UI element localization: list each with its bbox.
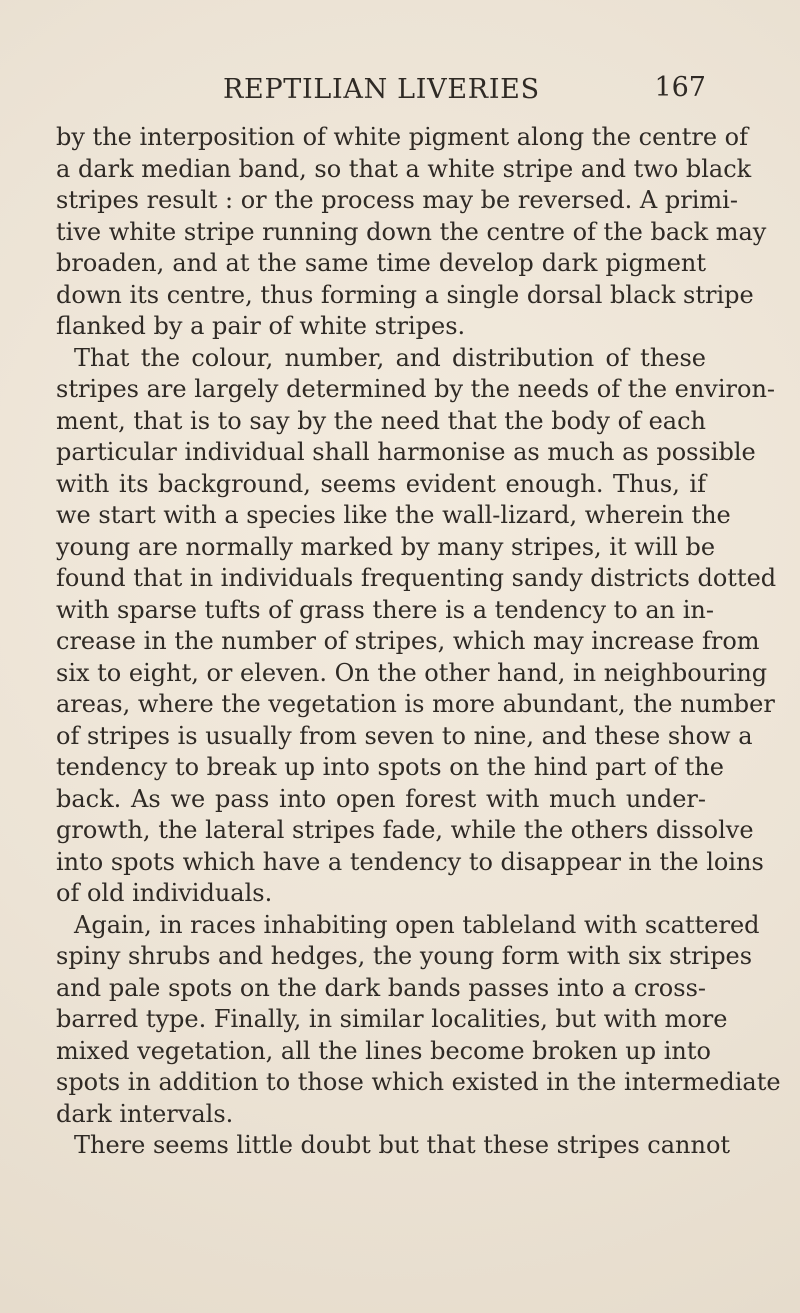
text-line: by the interposition of white pigment along the centre of [56,123,749,151]
text-line: down its centre, thus forming a single dorsal black stripe [56,280,754,309]
text-line: stripes are largely determined by the needs of the environ- [56,375,776,403]
text-line: spots in addition to those which existed in the intermediate [56,1068,781,1096]
text-line: into spots which have a tendency to disappear in the loins [56,847,764,876]
text-line: and pale spots on the dark bands passes into a cross- [56,973,706,1002]
text-line: mixed vegetation, all the lines become broken up into [56,1036,711,1065]
text-line: tendency to break up into spots on the hind part of the [56,753,724,781]
running-head: REPTILIAN LIVERIES [223,74,540,105]
text-line: young are normally marked by many stripes, it will be [56,532,716,561]
text-line: There seems little doubt but that these stripes cannot [74,1131,731,1159]
text-line: six to eight, or eleven. On the other hand, in neighbouring [56,658,768,687]
text-line: found that in individuals frequenting sandy districts dotted [56,564,777,592]
text-line: we start with a species like the wall-lizard, wherein the [56,501,731,529]
text-line: spiny shrubs and hedges, the young form with six stripes [56,942,753,970]
text-line: of stripes is usually from seven to nine, and these show a [56,721,753,750]
page-header [56,72,706,114]
text-line: ment, that is to say by the need that the body of each [56,406,706,435]
text-line: areas, where the vegetation is more abundant, the number [56,690,775,718]
text-line: broaden, and at the same time develop dark pigment [56,249,706,277]
text-line: barred type. Finally, in similar localities, but with more [56,1005,728,1033]
body-text [56,122,781,1162]
text-line: tive white stripe running down the centre of the back may [56,217,767,246]
text-line: crease in the number of stripes, which may increase from [56,627,760,655]
text-line: of old individuals. [56,879,273,907]
text-line: a dark median band, so that a white stripe and two black [56,154,752,183]
text-line: back. As we pass into open forest with much under- [56,784,706,813]
text-line: growth, the lateral stripes fade, while the others dissolve [56,816,754,844]
text-line: Again, in races inhabiting open tableland with scattered [74,910,760,939]
text-line: with its background, seems evident enough. Thus, if [56,469,706,498]
text-line: flanked by a pair of white stripes. [56,312,466,340]
text-line: stripes result : or the process may be reversed. A primi- [56,186,738,214]
page-number: 167 [654,72,706,103]
text-line: particular individual shall harmonise as much as possible [56,438,756,466]
text-line: That the colour, number, and distribution of these [74,343,706,372]
text-line: with sparse tufts of grass there is a tendency to an in- [56,595,714,624]
text-line: dark intervals. [56,1099,234,1128]
